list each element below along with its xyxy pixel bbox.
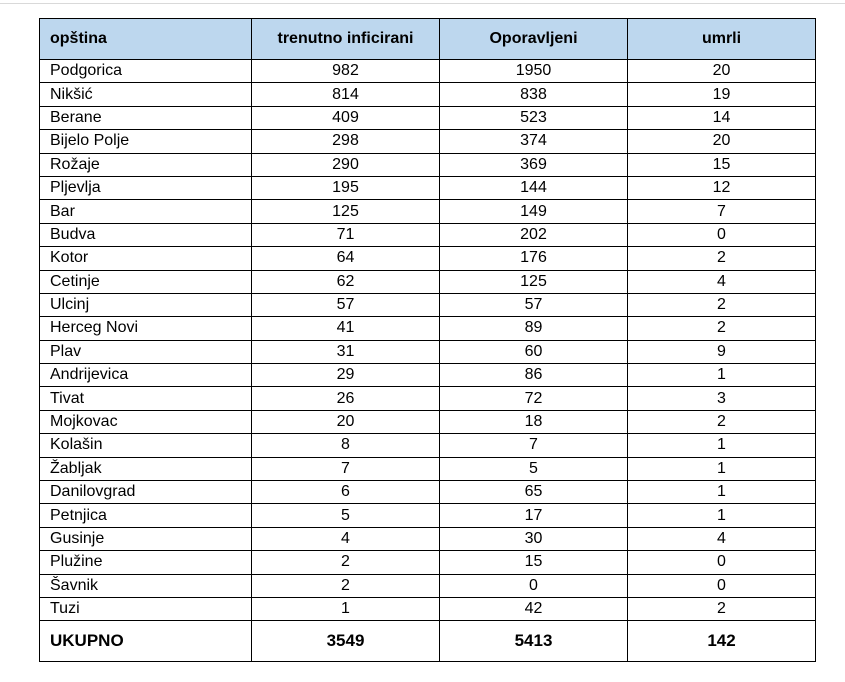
table-row xyxy=(40,597,816,620)
cell-recovered: 18 xyxy=(440,410,628,433)
municipality-stats-table xyxy=(39,18,816,662)
cell-currently-infected: 195 xyxy=(252,176,440,199)
cell-municipality: Bar xyxy=(40,200,252,223)
cell-deceased: 3 xyxy=(628,387,816,410)
table-row xyxy=(40,83,816,106)
cell-recovered: 30 xyxy=(440,527,628,550)
table-row xyxy=(40,247,816,270)
cell-currently-infected: 409 xyxy=(252,106,440,129)
cell-deceased: 1 xyxy=(628,457,816,480)
header-recovered: Oporavljeni xyxy=(440,19,628,60)
top-divider xyxy=(0,3,845,4)
cell-municipality: Andrijevica xyxy=(40,364,252,387)
cell-municipality: Plužine xyxy=(40,551,252,574)
table-row xyxy=(40,200,816,223)
header-currently-infected: trenutno inficirani xyxy=(252,19,440,60)
table-row xyxy=(40,60,816,83)
cell-deceased: 19 xyxy=(628,83,816,106)
table-row xyxy=(40,176,816,199)
cell-currently-infected: 41 xyxy=(252,317,440,340)
cell-currently-infected: 2 xyxy=(252,574,440,597)
cell-currently-infected: 29 xyxy=(252,364,440,387)
cell-currently-infected: 814 xyxy=(252,83,440,106)
table-total-row xyxy=(40,621,816,662)
cell-municipality: Tuzi xyxy=(40,597,252,620)
cell-municipality: Rožaje xyxy=(40,153,252,176)
cell-deceased: 14 xyxy=(628,106,816,129)
table-row xyxy=(40,270,816,293)
table-row xyxy=(40,504,816,527)
cell-municipality: Kolašin xyxy=(40,434,252,457)
cell-municipality: Danilovgrad xyxy=(40,481,252,504)
cell-deceased: 2 xyxy=(628,247,816,270)
table-row xyxy=(40,481,816,504)
table-row xyxy=(40,457,816,480)
cell-deceased: 1 xyxy=(628,434,816,457)
table-row xyxy=(40,340,816,363)
cell-deceased: 0 xyxy=(628,574,816,597)
cell-deceased: 0 xyxy=(628,551,816,574)
total-recovered: 5413 xyxy=(440,621,628,662)
cell-deceased: 15 xyxy=(628,153,816,176)
cell-currently-infected: 8 xyxy=(252,434,440,457)
cell-recovered: 89 xyxy=(440,317,628,340)
cell-municipality: Nikšić xyxy=(40,83,252,106)
cell-recovered: 144 xyxy=(440,176,628,199)
cell-deceased: 0 xyxy=(628,223,816,246)
cell-municipality: Berane xyxy=(40,106,252,129)
table-row xyxy=(40,317,816,340)
cell-municipality: Plav xyxy=(40,340,252,363)
table-row xyxy=(40,223,816,246)
cell-currently-infected: 31 xyxy=(252,340,440,363)
cell-deceased: 2 xyxy=(628,597,816,620)
total-deceased: 142 xyxy=(628,621,816,662)
cell-municipality: Petnjica xyxy=(40,504,252,527)
cell-currently-infected: 298 xyxy=(252,130,440,153)
table-row xyxy=(40,293,816,316)
cell-municipality: Herceg Novi xyxy=(40,317,252,340)
cell-deceased: 2 xyxy=(628,317,816,340)
cell-currently-infected: 2 xyxy=(252,551,440,574)
cell-municipality: Mojkovac xyxy=(40,410,252,433)
cell-currently-infected: 125 xyxy=(252,200,440,223)
cell-recovered: 60 xyxy=(440,340,628,363)
cell-recovered: 42 xyxy=(440,597,628,620)
cell-currently-infected: 4 xyxy=(252,527,440,550)
cell-deceased: 7 xyxy=(628,200,816,223)
cell-recovered: 125 xyxy=(440,270,628,293)
cell-deceased: 1 xyxy=(628,364,816,387)
cell-recovered: 369 xyxy=(440,153,628,176)
header-municipality: opština xyxy=(40,19,252,60)
cell-deceased: 20 xyxy=(628,60,816,83)
cell-municipality: Budva xyxy=(40,223,252,246)
cell-currently-infected: 7 xyxy=(252,457,440,480)
table-row xyxy=(40,527,816,550)
cell-recovered: 149 xyxy=(440,200,628,223)
table-header-row xyxy=(40,19,816,60)
cell-municipality: Žabljak xyxy=(40,457,252,480)
cell-currently-infected: 1 xyxy=(252,597,440,620)
cell-recovered: 1950 xyxy=(440,60,628,83)
table-row xyxy=(40,153,816,176)
cell-recovered: 17 xyxy=(440,504,628,527)
table-row xyxy=(40,130,816,153)
cell-currently-infected: 20 xyxy=(252,410,440,433)
cell-municipality: Tivat xyxy=(40,387,252,410)
cell-recovered: 7 xyxy=(440,434,628,457)
cell-recovered: 0 xyxy=(440,574,628,597)
cell-recovered: 57 xyxy=(440,293,628,316)
table-row xyxy=(40,364,816,387)
cell-recovered: 15 xyxy=(440,551,628,574)
cell-recovered: 65 xyxy=(440,481,628,504)
cell-municipality: Bijelo Polje xyxy=(40,130,252,153)
table-row xyxy=(40,551,816,574)
cell-deceased: 20 xyxy=(628,130,816,153)
cell-deceased: 2 xyxy=(628,293,816,316)
header-deceased: umrli xyxy=(628,19,816,60)
cell-currently-infected: 57 xyxy=(252,293,440,316)
cell-municipality: Gusinje xyxy=(40,527,252,550)
cell-recovered: 202 xyxy=(440,223,628,246)
cell-recovered: 176 xyxy=(440,247,628,270)
cell-currently-infected: 290 xyxy=(252,153,440,176)
cell-recovered: 374 xyxy=(440,130,628,153)
cell-municipality: Ulcinj xyxy=(40,293,252,316)
total-currently-infected: 3549 xyxy=(252,621,440,662)
cell-deceased: 1 xyxy=(628,481,816,504)
cell-deceased: 9 xyxy=(628,340,816,363)
cell-currently-infected: 71 xyxy=(252,223,440,246)
cell-municipality: Pljevlja xyxy=(40,176,252,199)
cell-municipality: Cetinje xyxy=(40,270,252,293)
cell-recovered: 523 xyxy=(440,106,628,129)
cell-recovered: 72 xyxy=(440,387,628,410)
cell-currently-infected: 62 xyxy=(252,270,440,293)
table-row xyxy=(40,574,816,597)
cell-municipality: Šavnik xyxy=(40,574,252,597)
cell-deceased: 4 xyxy=(628,270,816,293)
total-label: UKUPNO xyxy=(40,621,252,662)
cell-currently-infected: 64 xyxy=(252,247,440,270)
cell-municipality: Podgorica xyxy=(40,60,252,83)
cell-deceased: 1 xyxy=(628,504,816,527)
cell-currently-infected: 26 xyxy=(252,387,440,410)
cell-currently-infected: 5 xyxy=(252,504,440,527)
cell-deceased: 4 xyxy=(628,527,816,550)
table-row xyxy=(40,106,816,129)
cell-recovered: 5 xyxy=(440,457,628,480)
cell-deceased: 12 xyxy=(628,176,816,199)
table-row xyxy=(40,387,816,410)
table-row xyxy=(40,434,816,457)
cell-currently-infected: 982 xyxy=(252,60,440,83)
cell-municipality: Kotor xyxy=(40,247,252,270)
cell-deceased: 2 xyxy=(628,410,816,433)
cell-recovered: 838 xyxy=(440,83,628,106)
cell-recovered: 86 xyxy=(440,364,628,387)
cell-currently-infected: 6 xyxy=(252,481,440,504)
table-row xyxy=(40,410,816,433)
